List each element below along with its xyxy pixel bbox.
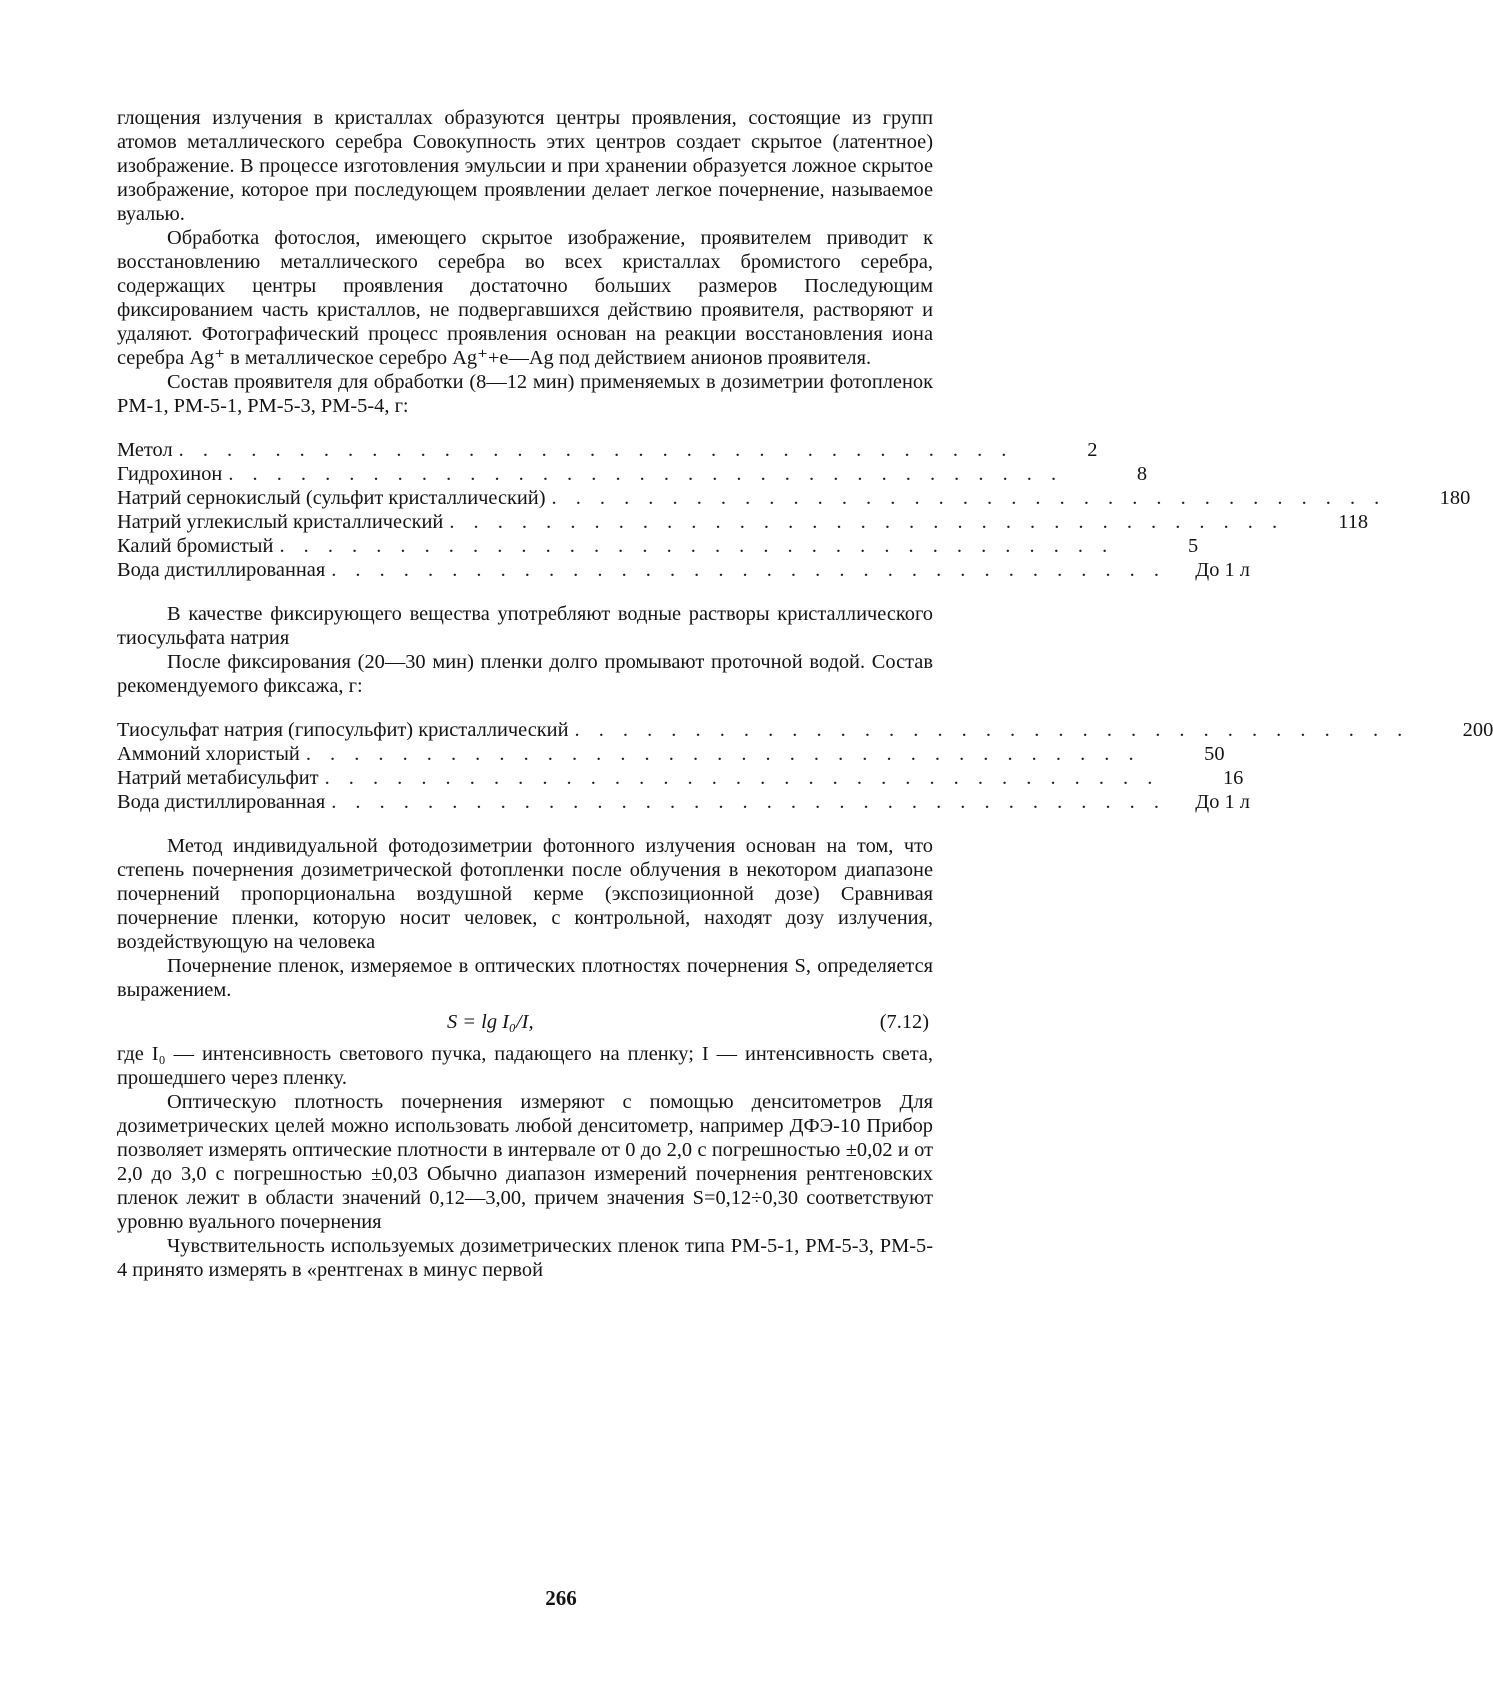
ingredient-name: Аммоний хлористый xyxy=(117,743,300,765)
ingredient-name: Гидрохинон xyxy=(117,463,223,485)
page-body xyxy=(117,106,1493,1282)
ingredient-name: Натрий углекислый кристаллический xyxy=(117,511,444,533)
table-row xyxy=(117,790,1250,814)
ingredient-name: Вода дистиллированная xyxy=(117,559,326,581)
ingredient-amount: 8 xyxy=(1136,463,1148,485)
formula-expression: S = lg I₀/I, xyxy=(447,1011,534,1033)
ingredient-name: Натрий метабисульфит xyxy=(117,767,319,789)
paragraph: Чувствительность используемых дозиметрических пленок типа РМ-5-1, РМ-5-3, РМ-5-4 принято измерять в «рентгенах в минус первой xyxy=(117,1235,933,1281)
leader-dots: . . . . . . . . . . . . . . . . . . . . . . . . . . . . . . . . . . . xyxy=(305,743,1141,765)
ingredient-amount: 50 xyxy=(1204,743,1225,765)
leader-dots: . . . . . . . . . . . . . . . . . . . . . . . . . . . . . . . . . . . xyxy=(449,511,1285,533)
table-row xyxy=(117,742,1225,766)
table-row xyxy=(117,486,1471,510)
ingredient-amount: До 1 л xyxy=(1195,791,1250,813)
paragraph: Метод индивидуальной фотодозиметрии фотонного излучения основан на том, что степень почернения дозиметрической фотопленки после облучения в некотором диапазоне почернений пропорциональна воздушной керме (экспозиционной дозе) Сравнивая почернение пленки, которую носит человек, с контрольной, находят дозу излучения, воздействующую на человека xyxy=(117,835,933,953)
table-row xyxy=(117,558,1250,582)
table-row xyxy=(117,534,1199,558)
table-row xyxy=(117,462,1148,486)
table-row xyxy=(117,510,1369,534)
paragraph: Обработка фотослоя, имеющего скрытое изображение, проявителем приводит к восстановлению металлического серебра во всех кристаллах бромистого серебра, содержащих центры проявления достаточно больших размеров Последующим фиксированием часть кристаллов, не подвергавшихся действию проявителя, растворяют и удаляют. Фотографический процесс проявления основан на реакции восстановления иона серебра Ag⁺ в металлическое серебро Ag⁺+e—Ag под действием анионов проявителя. xyxy=(117,227,933,369)
ingredient-name: Тиосульфат натрия (гипосульфит) кристаллический xyxy=(117,719,569,741)
ingredient-name: Калий бромистый xyxy=(117,535,274,557)
table-row xyxy=(117,438,1098,462)
table-row xyxy=(117,718,1493,742)
ingredient-amount: 180 xyxy=(1439,487,1471,509)
paragraph: глощения излучения в кристаллах образуются центры проявления, состоящие из групп атомов металлического серебра Совокупность этих центров создает скрытое (латентное) изображение. В процессе изготовления эмульсии и при хранении образуется ложное скрытое изображение, которое при последующем проявлении делает легкое почернение, называемое вуалью. xyxy=(117,107,933,225)
formula-number: (7.12) xyxy=(879,1011,929,1033)
formula-7-12 xyxy=(117,1008,933,1038)
ingredient-amount: До 1 л xyxy=(1195,559,1250,581)
leader-dots: . . . . . . . . . . . . . . . . . . . . . . . . . . . . . . . . . . . xyxy=(228,463,1064,485)
leader-dots: . . . . . . . . . . . . . . . . . . . . . . . . . . . . . . . . . . . xyxy=(324,767,1160,789)
leader-dots: . . . . . . . . . . . . . . . . . . . . . . . . . . . . . . . . . . . xyxy=(331,791,1166,813)
ingredient-amount: 16 xyxy=(1222,767,1244,789)
paragraph: После фиксирования (20—30 мин) пленки долго промывают проточной водой. Состав рекомендуемого фиксажа, г: xyxy=(117,651,933,697)
ingredient-amount: 200 xyxy=(1462,719,1493,741)
paragraph: где I₀ — интенсивность светового пучка, падающего на пленку; I — интенсивность света, прошедшего через пленку. xyxy=(117,1043,933,1089)
developer-composition-table xyxy=(117,438,1471,582)
leader-dots: . . . . . . . . . . . . . . . . . . . . . . . . . . . . . . . . . . . xyxy=(574,719,1410,741)
leader-dots: . . . . . . . . . . . . . . . . . . . . . . . . . . . . . . . . . . . xyxy=(551,487,1387,509)
leader-dots: . . . . . . . . . . . . . . . . . . . . . . . . . . . . . . . . . . . xyxy=(331,559,1166,581)
ingredient-amount: 2 xyxy=(1087,439,1098,461)
ingredient-name: Вода дистиллированная xyxy=(117,791,326,813)
ingredient-name: Натрий сернокислый (сульфит кристаллический) xyxy=(117,487,546,509)
fixer-composition-table xyxy=(117,718,1493,814)
paragraph: Оптическую плотность почернения измеряют с помощью денситометров Для дозиметрических целей можно использовать любой денситометр, например ДФЭ-10 Прибор позволяет измерять оптические плотности в интервале от 0 до 2,0 с погрешностью ±0,02 и от 2,0 до 3,0 с погрешностью ±0,03 Обычно диапазон измерений почернения рентгеновских пленок лежит в области значений 0,12—3,00, причем значения S=0,12÷0,30 соответствуют уровню вуального почернения xyxy=(117,1091,933,1233)
ingredient-amount: 5 xyxy=(1187,535,1199,557)
paragraph: В качестве фиксирующего вещества употребляют водные растворы кристаллического тиосульфата натрия xyxy=(117,603,933,649)
ingredient-name: Метол xyxy=(117,439,173,461)
leader-dots: . . . . . . . . . . . . . . . . . . . . . . . . . . . . . . . . . . . xyxy=(279,535,1115,557)
table-row xyxy=(117,766,1244,790)
paragraph: Почернение пленок, измеряемое в оптических плотностях почернения S, определяется выражением. xyxy=(117,955,933,1001)
paragraph: Состав проявителя для обработки (8—12 мин) применяемых в дозиметрии фотопленок РМ-1, РМ-5-1, РМ-5-3, РМ-5-4, г: xyxy=(117,371,933,417)
ingredient-amount: 118 xyxy=(1338,511,1369,533)
leader-dots: . . . . . . . . . . . . . . . . . . . . . . . . . . . . . . . . . . . xyxy=(178,439,1014,461)
page-number: 266 xyxy=(545,1586,577,1610)
